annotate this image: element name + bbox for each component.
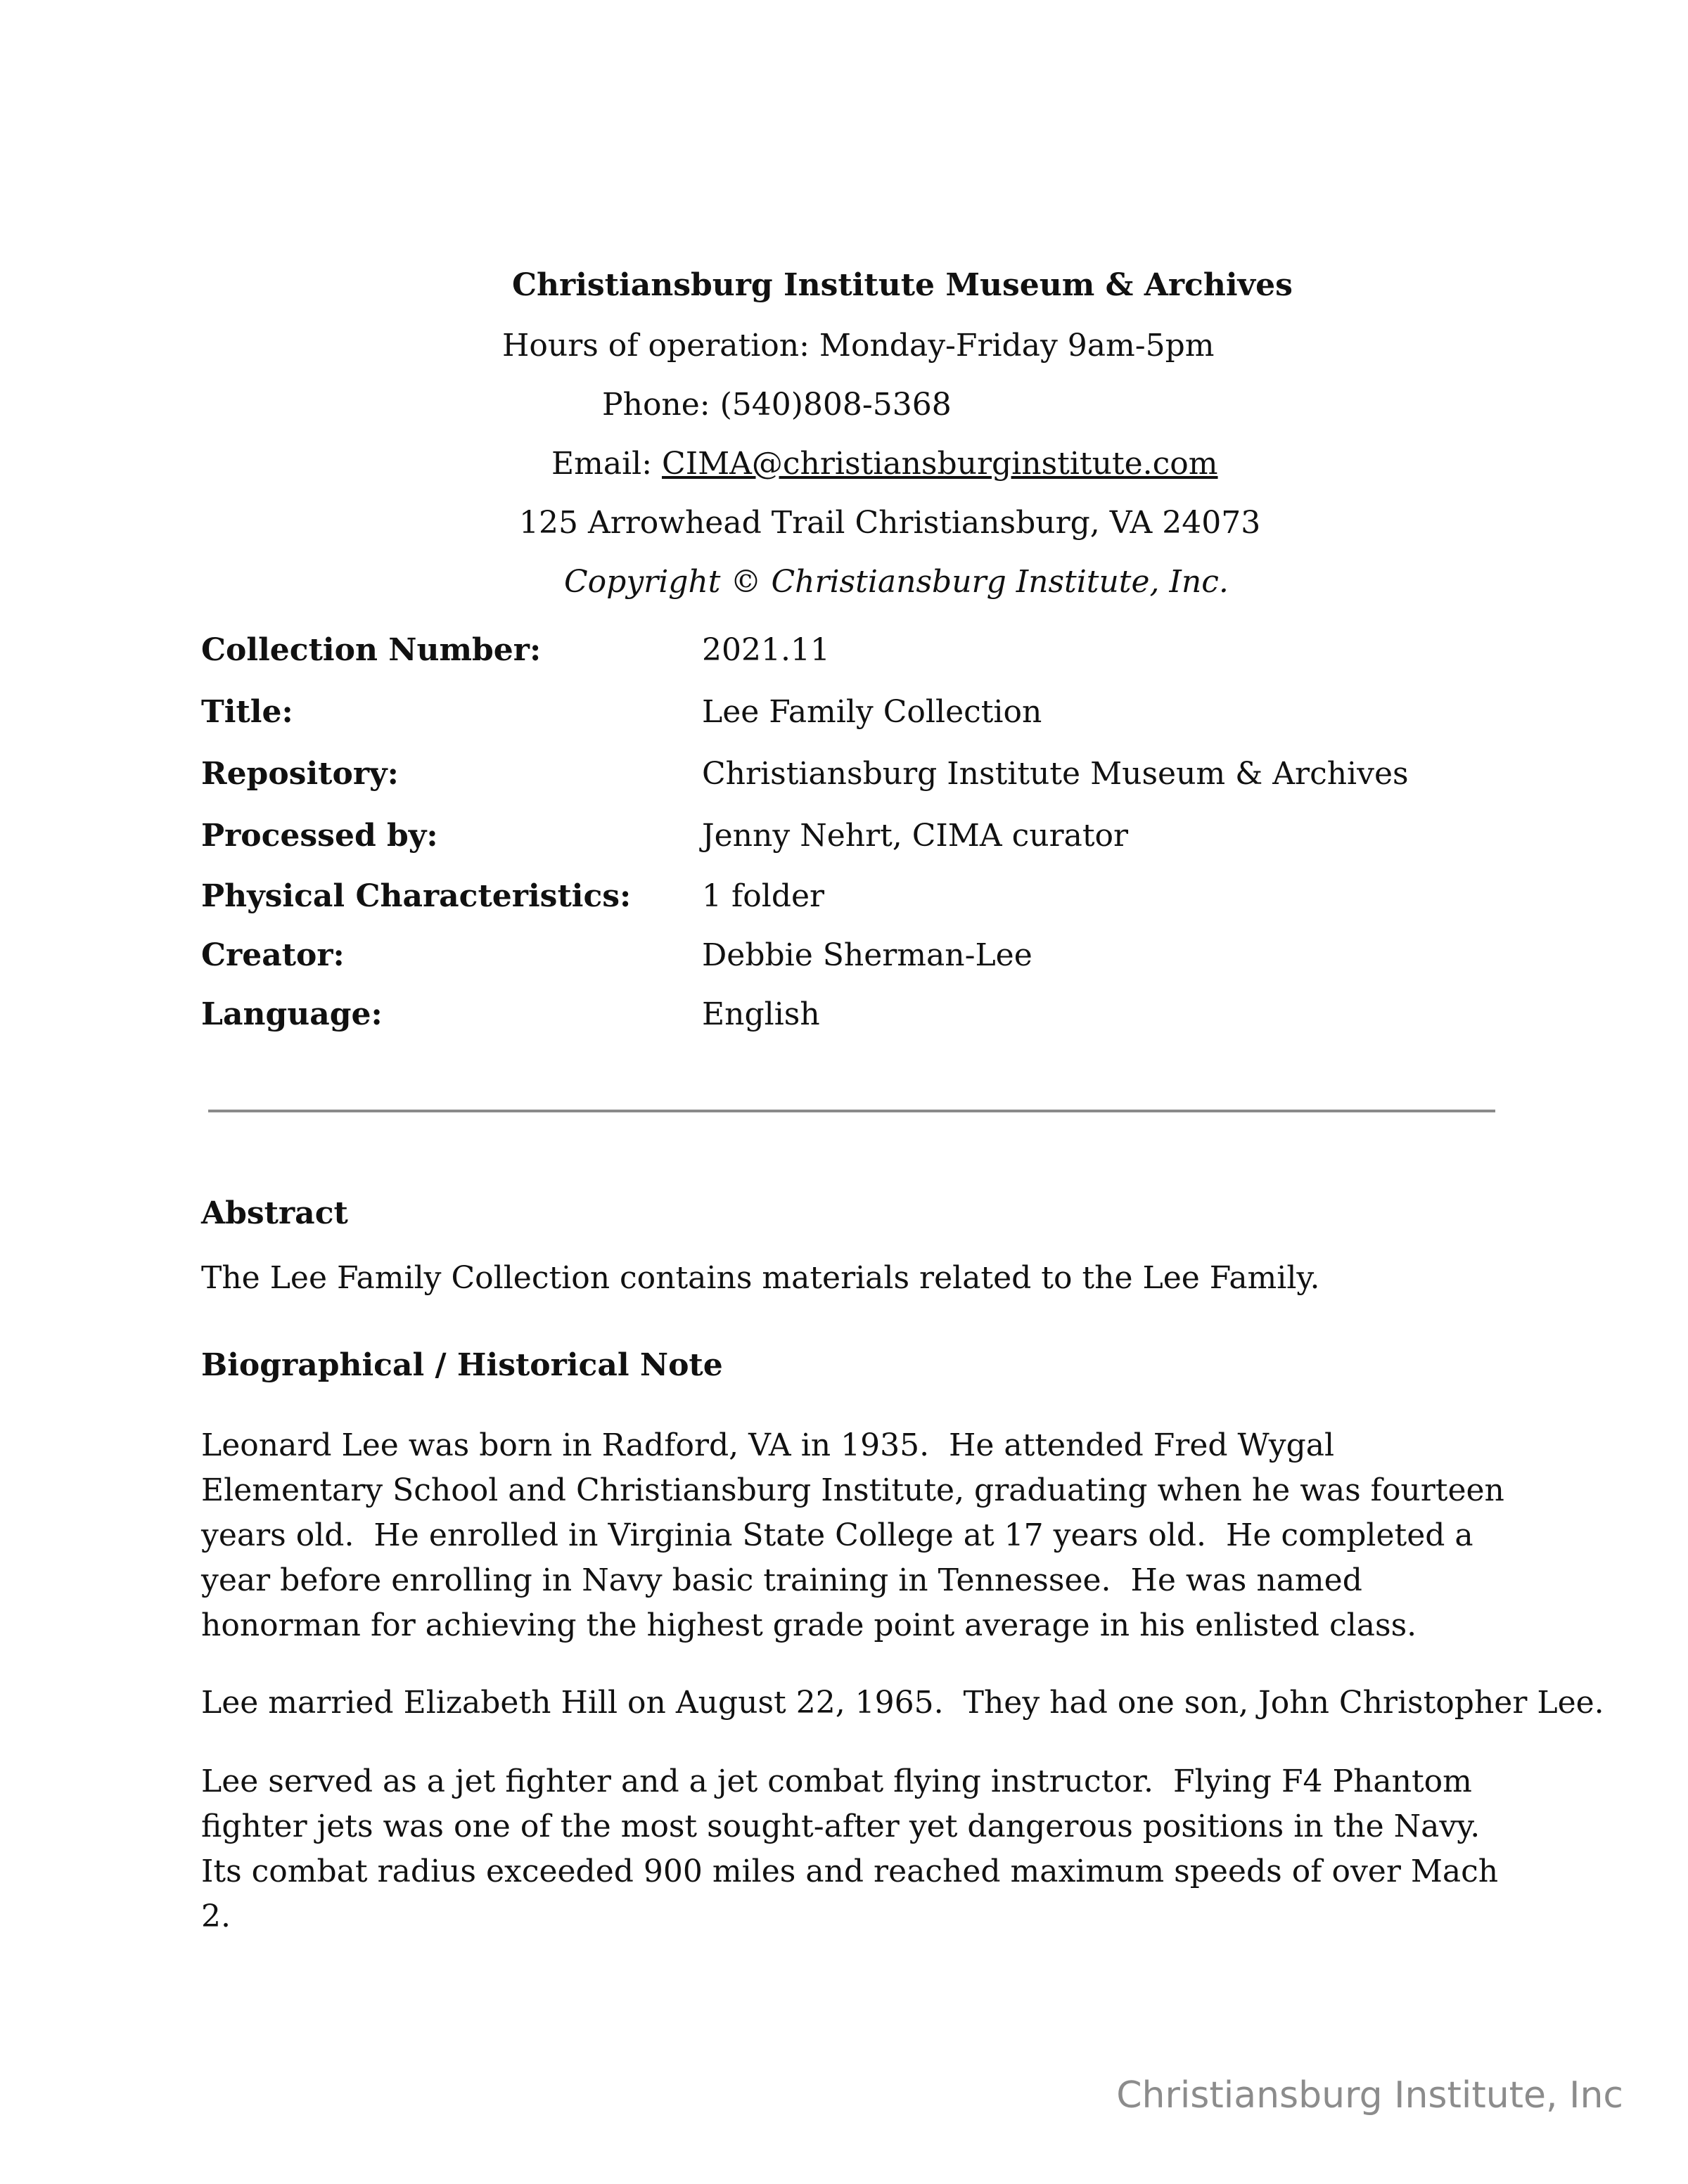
metadata-value: Debbie Sherman-Lee xyxy=(702,937,1032,973)
biography-paragraph: Lee married Elizabeth Hill on August 22, 1965. They had one son, John Christopher Lee. xyxy=(201,1685,1604,1721)
horizontal-divider xyxy=(208,1110,1495,1112)
footer-watermark: Christiansburg Institute, Inc xyxy=(1116,2074,1623,2116)
biography-paragraph: Leonard Lee was born in Radford, VA in 1935. He attended Fred Wygal Elementary School and Christiansburg Institute, graduating when he was fourteen years old. He enrolled in Virginia State College at 17 years old. He completed a year before enrolling in Navy basic training in Tennessee. He was named honorman for achieving the highest grade point average in his enlisted class. xyxy=(201,1427,1514,1643)
metadata-label: Language: xyxy=(201,996,383,1032)
email-label: Email: xyxy=(551,446,663,482)
metadata-value: Jenny Nehrt, CIMA curator xyxy=(702,817,1129,854)
metadata-label: Collection Number: xyxy=(201,631,542,668)
metadata-label: Repository: xyxy=(201,755,399,792)
hours-of-operation: Hours of operation: Monday-Friday 9am-5pm xyxy=(502,328,1215,364)
phone-number: Phone: (540)808-5368 xyxy=(602,387,952,423)
biography-paragraph: Lee served as a jet fighter and a jet combat flying instructor. Flying F4 Phantom fighter jets was one of the most sought-after yet dangerous positions in the Navy. Its combat radius exceeded 900 miles and reached maximum speeds of over Mach 2. xyxy=(201,1764,1509,1934)
metadata-value: English xyxy=(702,996,820,1032)
metadata-label: Creator: xyxy=(201,937,345,973)
email-line xyxy=(551,443,1218,485)
metadata-row-collection-number xyxy=(201,619,1537,681)
metadata-row-physical-characteristics xyxy=(201,866,1537,925)
metadata-label: Physical Characteristics: xyxy=(201,878,632,914)
metadata-value: 2021.11 xyxy=(702,631,830,668)
metadata-row-creator xyxy=(201,925,1537,984)
metadata-value: 1 folder xyxy=(702,878,825,914)
metadata-value: Lee Family Collection xyxy=(702,693,1042,730)
address: 125 Arrowhead Trail Christiansburg, VA 24073 xyxy=(519,505,1261,541)
abstract-text: The Lee Family Collection contains materials related to the Lee Family. xyxy=(201,1260,1320,1296)
collection-metadata-table xyxy=(201,619,1537,1043)
metadata-label: Processed by: xyxy=(201,817,438,854)
email-link[interactable]: CIMA@christiansburginstitute.com xyxy=(662,446,1218,482)
biography-heading: Biographical / Historical Note xyxy=(201,1347,723,1383)
metadata-row-repository xyxy=(201,743,1537,804)
metadata-value: Christiansburg Institute Museum & Archives xyxy=(702,755,1409,792)
abstract-heading: Abstract xyxy=(201,1195,348,1231)
institution-title: Christiansburg Institute Museum & Archives xyxy=(512,267,1293,303)
copyright-notice: Copyright © Christiansburg Institute, Inc. xyxy=(564,564,1229,600)
metadata-label: Title: xyxy=(201,693,293,730)
metadata-row-language xyxy=(201,984,1537,1043)
metadata-row-processed-by xyxy=(201,804,1537,866)
metadata-row-title xyxy=(201,681,1537,743)
